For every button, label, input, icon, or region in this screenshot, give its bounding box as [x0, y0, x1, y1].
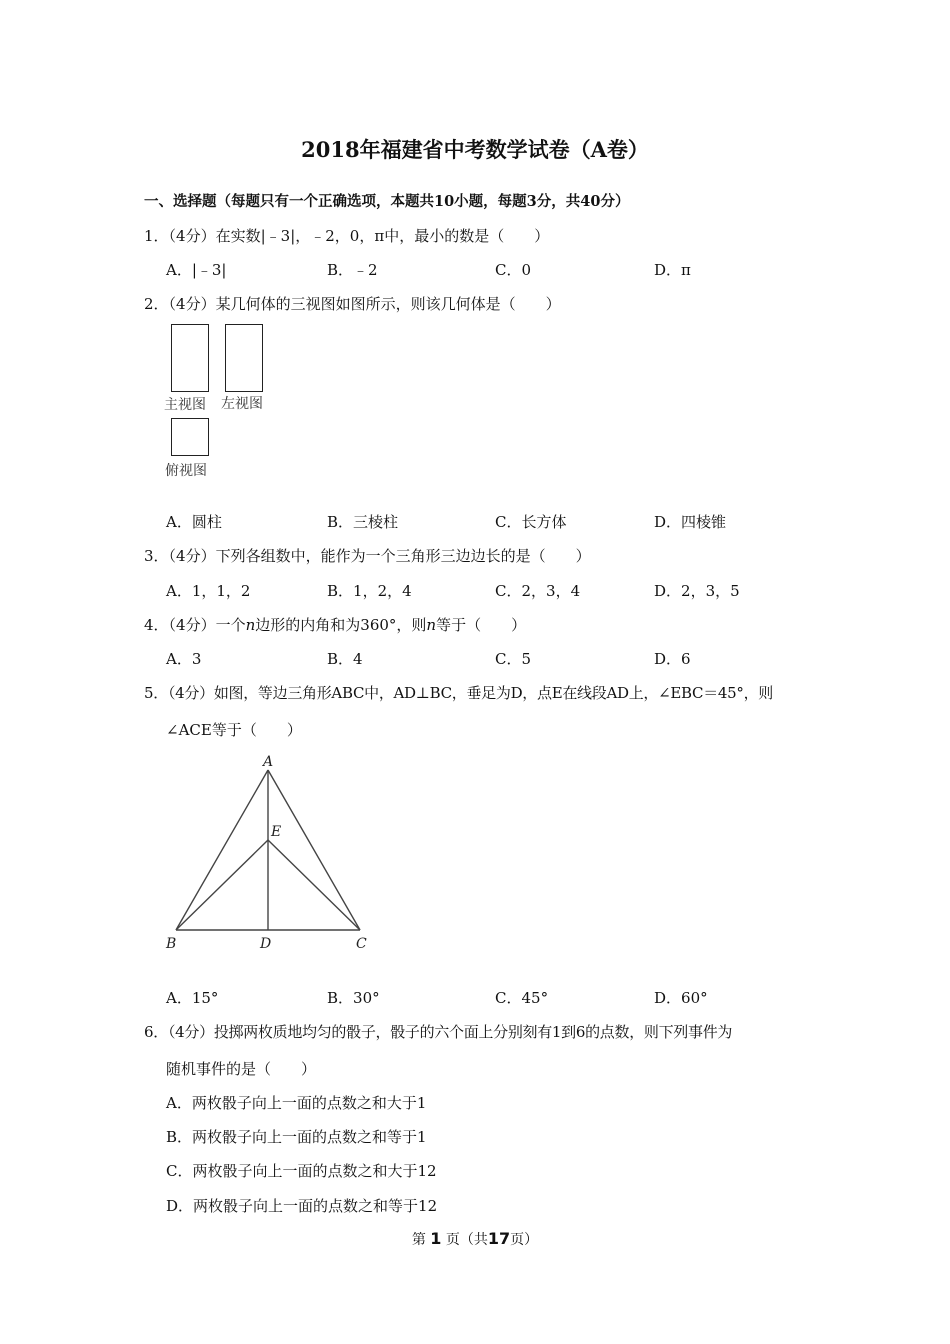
q1-option-d[interactable]: D．π: [654, 261, 691, 279]
top-view-rect: [171, 418, 209, 456]
question-5-line2: ∠ACE等于（ ）: [166, 721, 302, 739]
q2-option-a[interactable]: A．圆柱: [166, 513, 222, 531]
front-view-rect: [171, 324, 209, 392]
question-6: 6．（4分）投掷两枚质地均匀的骰子，骰子的六个面上分别刻有1到6的点数，则下列事件为: [144, 1023, 733, 1041]
q5-option-a[interactable]: A．15°: [166, 989, 219, 1007]
point-a-label: A: [263, 754, 274, 770]
q4-option-a[interactable]: A．3: [166, 650, 202, 668]
section-heading: 一、选择题（每题只有一个正确选项，本题共10小题，每题3分，共40分）: [144, 193, 630, 210]
q2-option-d[interactable]: D．四棱锥: [654, 513, 727, 531]
question-2: 2．（4分）某几何体的三视图如图所示，则该几何体是（ ）: [144, 295, 561, 313]
left-view-rect: [225, 324, 263, 392]
left-view-label: 左视图: [221, 396, 263, 412]
q6-option-c[interactable]: C．两枚骰子向上一面的点数之和大于12: [166, 1162, 437, 1180]
segment-ab: [176, 770, 268, 930]
page-footer: 第 1 页（共17页）: [411, 1229, 539, 1248]
question-1: 1．（4分）在实数|﹣3|，﹣2，0，π中，最小的数是（ ）: [144, 227, 550, 245]
point-e-label: E: [271, 824, 282, 840]
q3-option-b[interactable]: B．1，2，4: [327, 582, 412, 600]
question-6-line2: 随机事件的是（ ）: [166, 1060, 317, 1078]
q4-option-c[interactable]: C．5: [495, 650, 532, 668]
segment-be: [176, 840, 268, 930]
q6-option-d[interactable]: D．两枚骰子向上一面的点数之和等于12: [166, 1197, 438, 1215]
segment-ce: [268, 840, 360, 930]
q3-option-c[interactable]: C．2，3，4: [495, 582, 581, 600]
q1-option-b[interactable]: B．﹣2: [327, 261, 378, 279]
top-view-label: 俯视图: [165, 463, 207, 479]
total-page-count: 17: [487, 1229, 511, 1248]
segment-ac: [268, 770, 360, 930]
q4-option-b[interactable]: B．4: [327, 650, 363, 668]
question-3: 3．（4分）下列各组数中，能作为一个三角形三边边长的是（ ）: [144, 547, 591, 565]
q3-option-d[interactable]: D．2，3，5: [654, 582, 740, 600]
question-5: 5．（4分）如图，等边三角形ABC中，AD⊥BC，垂足为D，点E在线段AD上，∠EBC＝45°，则: [144, 684, 773, 702]
point-d-label: D: [260, 936, 272, 952]
current-page-number: 1: [430, 1229, 442, 1248]
q1-option-c[interactable]: C．0: [495, 261, 532, 279]
q5-option-b[interactable]: B．30°: [327, 989, 380, 1007]
q5-option-d[interactable]: D．60°: [654, 989, 708, 1007]
q1-option-a[interactable]: A．|﹣3|: [166, 261, 227, 279]
point-b-label: B: [166, 936, 177, 952]
q3-option-a[interactable]: A．1，1，2: [166, 582, 251, 600]
q2-option-b[interactable]: B．三棱柱: [327, 513, 399, 531]
point-c-label: C: [356, 936, 367, 952]
q4-option-d[interactable]: D．6: [654, 650, 691, 668]
q6-option-b[interactable]: B．两枚骰子向上一面的点数之和等于1: [166, 1128, 427, 1146]
triangle-figure: [160, 748, 380, 954]
q6-option-a[interactable]: A．两枚骰子向上一面的点数之和大于1: [166, 1094, 427, 1112]
q2-option-c[interactable]: C．长方体: [495, 513, 567, 531]
question-4: 4．（4分）一个n边形的内角和为360°，则n等于（ ）: [144, 616, 527, 634]
front-view-label: 主视图: [164, 397, 206, 413]
q5-option-c[interactable]: C．45°: [495, 989, 549, 1007]
page-title: 2018年福建省中考数学试卷（A卷）: [301, 137, 649, 162]
